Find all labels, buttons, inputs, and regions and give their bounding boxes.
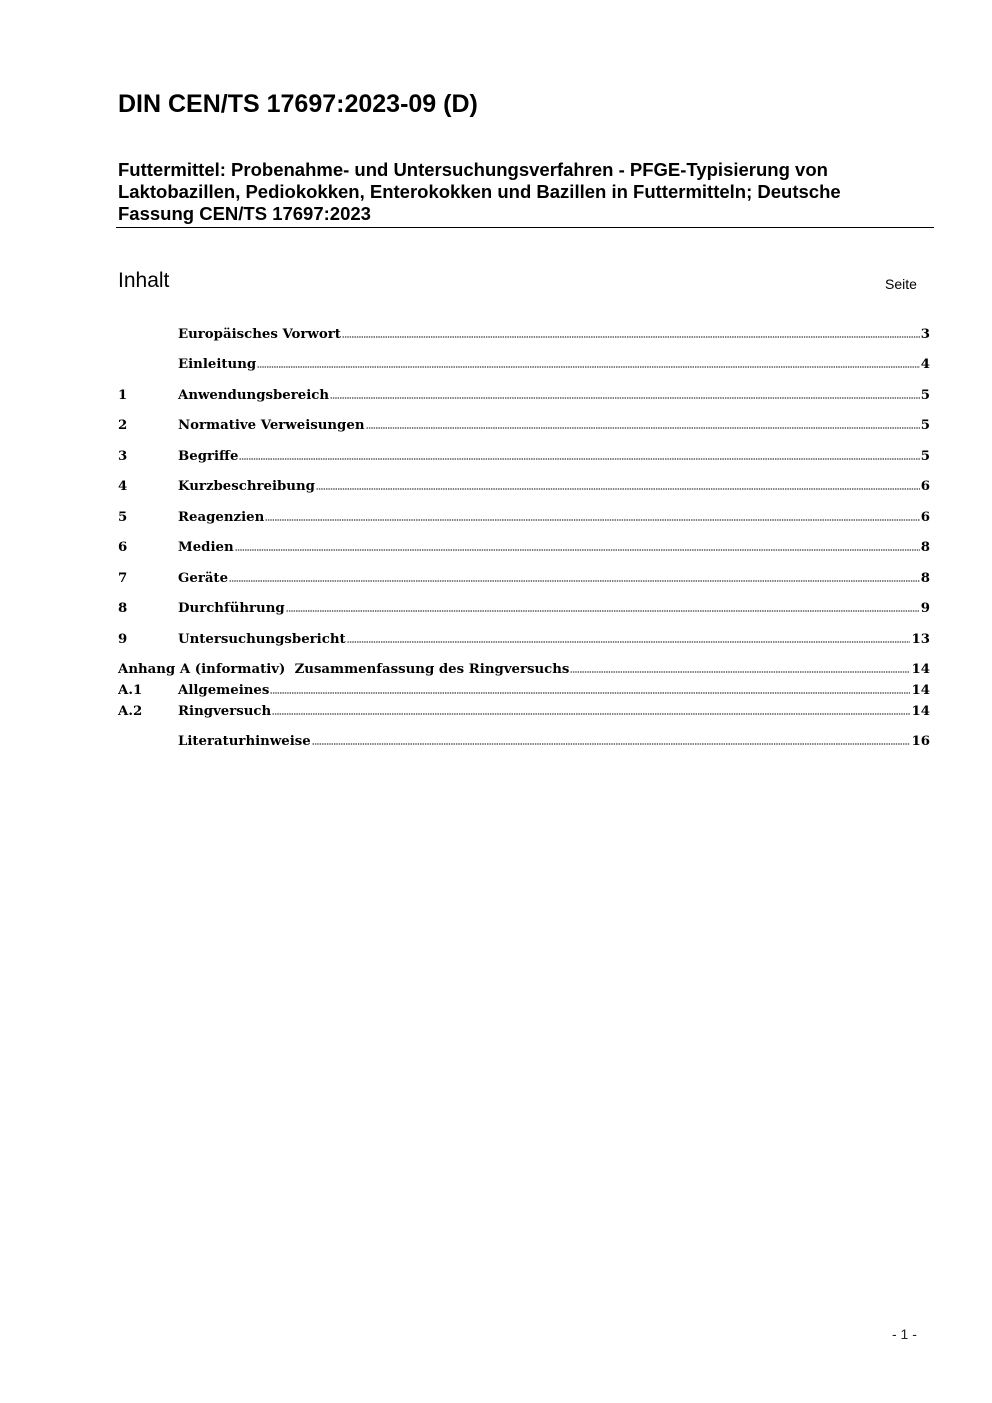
toc-entry-number: 5 [118,510,128,525]
toc-entry[interactable] [118,732,930,752]
toc-heading: Inhalt [118,269,170,292]
toc-entry-label: Reagenzien [178,510,265,525]
toc-entry-number: 1 [118,388,128,403]
toc-leader-dots [366,426,920,431]
toc-page-column-label: Seite [885,276,917,292]
toc-entry[interactable] [118,630,930,650]
toc-leader-dots [286,609,920,614]
toc-entry-label: Allgemeines [178,683,270,698]
toc-leader-dots [312,742,911,747]
toc-entry[interactable] [118,386,930,406]
toc-entry-page: 14 [911,683,930,698]
toc-entry-label: Untersuchungsbericht [178,632,346,647]
page-number: - 1 - [892,1326,917,1342]
toc-entry-annex[interactable] [118,660,930,680]
toc-leader-dots [235,548,920,553]
toc-entry-page: 6 [920,510,930,525]
toc-entry-label: Medien [178,540,234,555]
toc-leader-dots [570,670,910,675]
toc-entry-page: 13 [911,632,930,647]
document-title-line: Laktobazillen, Pediokokken, Enterokokken und Bazillen in Futtermitteln; Deutsche [118,181,841,202]
toc-entry-number: A.2 [118,704,143,719]
toc-entry[interactable] [118,416,930,436]
toc-entry-page: 5 [920,388,930,403]
toc-entry-label: Europäisches Vorwort [178,327,341,342]
toc-entry[interactable] [118,681,930,701]
toc-entry-page: 5 [920,418,930,433]
toc-leader-dots [239,457,919,462]
toc-entry[interactable] [118,355,930,375]
toc-entry-label: Anhang A (informativ) Zusammenfassung des Ringversuchs [118,662,570,677]
toc-entry-label: Ringversuch [178,704,272,719]
toc-leader-dots [270,691,910,696]
toc-entry-label: Literaturhinweise [178,734,311,749]
toc-entry-label: Kurzbeschreibung [178,479,315,494]
toc-entry-label: Begriffe [178,449,239,464]
document-id: DIN CEN/TS 17697:2023-09 (D) [118,90,478,118]
toc-entry-label: Durchführung [178,601,285,616]
toc-entry-number: 9 [118,632,128,647]
toc-leader-dots [330,396,920,401]
toc-entry[interactable] [118,325,930,345]
toc-entry-page: 8 [920,571,930,586]
toc-entry[interactable] [118,599,930,619]
toc-entry-page: 16 [911,734,930,749]
toc-leader-dots [265,518,919,523]
toc-entry[interactable] [118,569,930,589]
toc-entry-number: 8 [118,601,128,616]
title-divider [116,227,934,228]
toc-entry-page: 14 [911,662,930,677]
toc-entry-page: 9 [920,601,930,616]
document-title [118,159,918,225]
toc-entry-number: 6 [118,540,128,555]
toc-entry[interactable] [118,447,930,467]
toc-entry-label: Anwendungsbereich [178,388,330,403]
document-title-line: Futtermittel: Probenahme- und Untersuchungsverfahren - PFGE-Typisierung von [118,159,828,180]
toc-leader-dots [347,640,911,645]
toc-leader-dots [272,712,910,717]
toc-leader-dots [257,365,920,370]
toc-entry[interactable] [118,477,930,497]
toc-entry-label: Geräte [178,571,229,586]
toc-entry[interactable] [118,702,930,722]
toc-entry-label: Normative Verweisungen [178,418,365,433]
toc-entry-number: 7 [118,571,128,586]
toc-entry-page: 3 [920,327,930,342]
toc-leader-dots [229,579,920,584]
toc-entry-page: 4 [920,357,930,372]
toc-entry-page: 5 [920,449,930,464]
toc-entry-number: 2 [118,418,128,433]
toc-entry[interactable] [118,508,930,528]
toc-entry-page: 6 [920,479,930,494]
toc-entry-number: 4 [118,479,128,494]
toc-leader-dots [342,335,920,340]
toc-entry[interactable] [118,538,930,558]
toc-entry-label: Einleitung [178,357,257,372]
toc-entry-page: 14 [911,704,930,719]
toc-entry-number: 3 [118,449,128,464]
document-title-line: Fassung CEN/TS 17697:2023 [118,203,371,224]
toc-entry-number: A.1 [118,683,143,698]
toc-leader-dots [316,487,920,492]
toc-entry-page: 8 [920,540,930,555]
